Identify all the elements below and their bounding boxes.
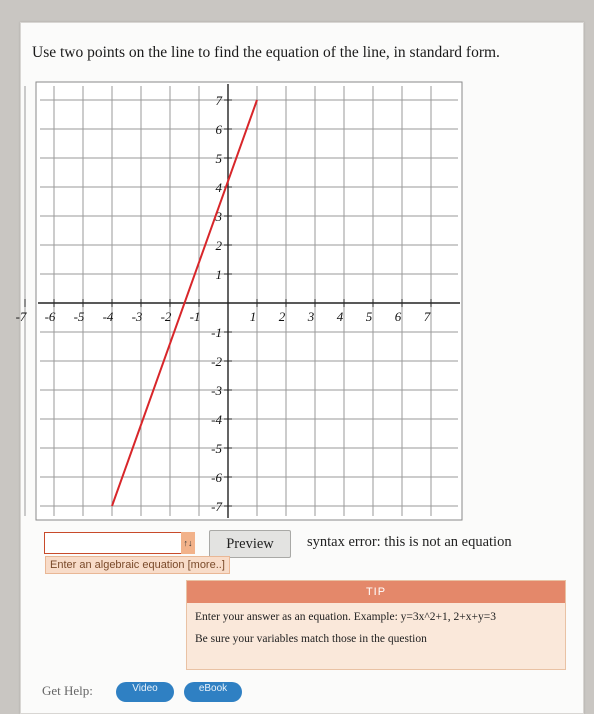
input-arrow-toggle[interactable]: ↑↓ — [181, 532, 195, 554]
answer-input[interactable] — [44, 532, 183, 554]
y-tick-label: -7 — [211, 499, 222, 514]
tip-line-example: Enter your answer as an equation. Example: y=3x^2+1, 2+x+y=3 — [195, 611, 496, 623]
syntax-error-message: syntax error: this is not an equation — [307, 534, 512, 550]
ebook-button[interactable]: eBook — [184, 682, 242, 702]
y-tick-label: -3 — [211, 383, 222, 398]
x-tick-label: -4 — [102, 309, 114, 324]
tip-header: TIP — [187, 581, 565, 603]
y-tick-label: 5 — [215, 151, 222, 166]
x-tick-label: -7 — [15, 309, 27, 324]
y-tick-label: 1 — [215, 267, 222, 282]
preview-button[interactable]: Preview — [209, 530, 291, 558]
y-tick-label: 2 — [215, 238, 222, 253]
get-help-label: Get Help: — [42, 683, 93, 698]
x-tick-label: 6 — [394, 309, 402, 324]
y-tick-label: 7 — [215, 93, 222, 108]
x-tick-label: 7 — [423, 309, 431, 324]
y-tick-label: 3 — [215, 209, 222, 224]
y-tick-label: -5 — [211, 441, 222, 456]
x-tick-label: -3 — [131, 309, 143, 324]
coordinate-graph — [15, 82, 462, 520]
x-tick-label: -5 — [73, 309, 85, 324]
y-tick-label: -4 — [211, 412, 222, 427]
x-tick-label: -6 — [44, 309, 56, 324]
tip-box — [186, 580, 566, 670]
video-button[interactable]: Video — [116, 682, 174, 702]
y-tick-label: -2 — [211, 354, 222, 369]
graph-background — [36, 82, 462, 520]
y-tick-label: -6 — [211, 470, 222, 485]
y-tick-label: 6 — [215, 122, 222, 137]
question-prompt: Use two points on the line to find the equation of the line, in standard form. — [32, 44, 500, 61]
x-tick-label: -1 — [189, 309, 201, 324]
input-hint[interactable]: Enter an algebraic equation [more..] — [45, 556, 230, 574]
x-tick-label: 2 — [278, 309, 286, 324]
x-tick-label: 1 — [249, 309, 257, 324]
x-tick-label: 5 — [365, 309, 373, 324]
y-tick-label: -1 — [211, 325, 222, 340]
y-tick-label: 4 — [215, 180, 222, 195]
x-tick-label: 3 — [307, 309, 315, 324]
x-tick-label: 4 — [336, 309, 344, 324]
tip-line-variables: Be sure your variables match those in the question — [195, 633, 427, 645]
x-tick-label: -2 — [160, 309, 172, 324]
